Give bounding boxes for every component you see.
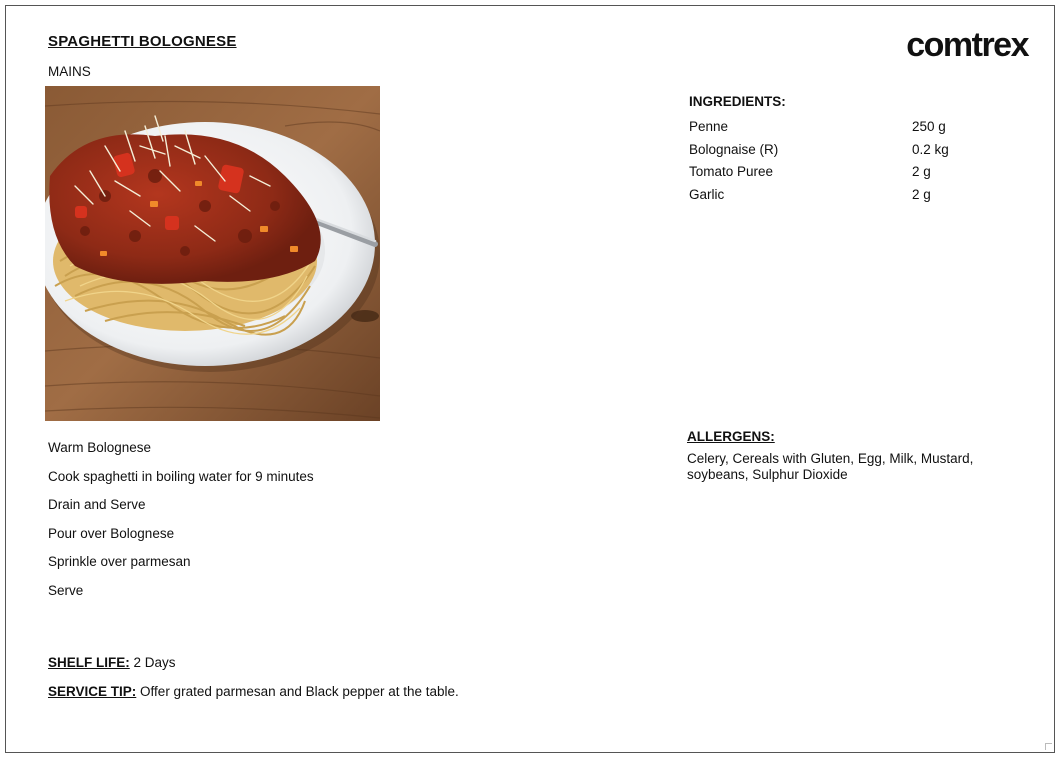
brand-logo: comtrex	[906, 26, 1028, 64]
ingredients-heading: INGREDIENTS:	[689, 94, 786, 109]
corner-mark	[1045, 743, 1052, 750]
recipe-category: MAINS	[48, 64, 91, 79]
ingredient-row	[689, 138, 1029, 161]
allergens-heading: ALLERGENS:	[687, 429, 775, 444]
ingredient-qty: 2 g	[912, 164, 931, 180]
shelf-life	[48, 655, 176, 670]
ingredient-row	[689, 160, 1029, 183]
method-step: Serve	[48, 582, 84, 598]
ingredient-qty: 2 g	[912, 187, 931, 203]
ingredient-name: Bolognaise (R)	[689, 141, 779, 157]
shelf-life-value: 2 Days	[133, 655, 176, 670]
ingredients-section	[689, 94, 1029, 206]
ingredient-name: Tomato Puree	[689, 164, 774, 180]
service-tip	[48, 684, 459, 699]
method-step: Pour over Bolognese	[48, 525, 175, 541]
allergens-list: Celery, Cereals with Gluten, Egg, Milk, Mustard, soybeans, Sulphur Dioxide	[687, 451, 974, 482]
ingredient-qty: 250 g	[912, 119, 946, 134]
method-step: Drain and Serve	[48, 497, 146, 513]
dish-photo-illustration	[45, 86, 380, 421]
allergens-section	[687, 429, 1007, 482]
shelf-life-label: SHELF LIFE:	[48, 655, 130, 670]
method-step: Warm Bolognese	[48, 440, 152, 455]
ingredient-row	[689, 115, 1029, 138]
ingredient-qty: 0.2 kg	[912, 141, 949, 157]
service-tip-value: Offer grated parmesan and Black pepper at the table.	[140, 684, 459, 699]
service-tip-label: SERVICE TIP:	[48, 684, 137, 699]
dish-photo	[45, 86, 380, 421]
method-step: Sprinkle over parmesan	[48, 554, 191, 570]
ingredient-row	[689, 183, 1029, 206]
recipe-title: SPAGHETTI BOLOGNESE	[48, 33, 237, 50]
method-steps	[48, 440, 314, 612]
method-step: Cook spaghetti in boiling water for 9 minutes	[48, 468, 314, 484]
ingredient-name: Penne	[689, 119, 729, 134]
ingredient-name: Garlic	[689, 187, 725, 203]
